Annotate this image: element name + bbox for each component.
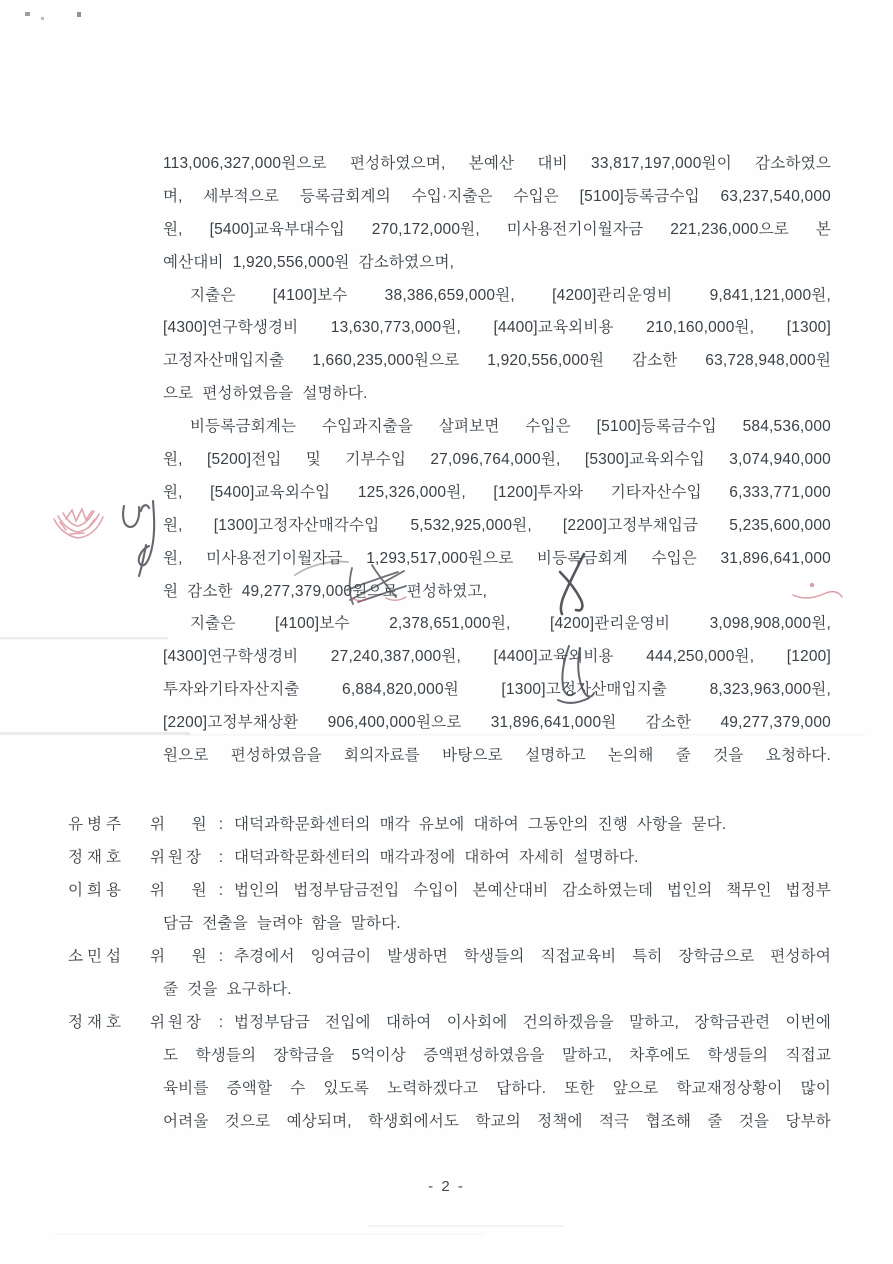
- speaker-name: 유병주: [68, 816, 125, 833]
- colon-separator: :: [218, 882, 224, 899]
- statement-text: 법인의 법정부담금전입 수입이 본예산대비 감소하였는데 법인의 책무인 법정부: [234, 882, 831, 899]
- speaker-name: 이희용: [68, 882, 125, 899]
- statement-row: [68, 841, 831, 874]
- body-line: 원, [1300]고정자산매각수입 5,532,925,000원, [2200]고정부채입금 5,235,600,000: [163, 516, 831, 534]
- body-line: 비등록금회계는 수입과지출을 살펴보면 수입은 [5100]등록금수입 584,536,000: [190, 418, 831, 436]
- colon-separator: :: [218, 816, 224, 833]
- body-line: 투자와기타자산지출 6,884,820,000원 [1300]고정자산매입지출 8,323,963,000원,: [163, 681, 831, 699]
- statement-row: [68, 808, 831, 841]
- speaker-name: 정재호: [68, 1014, 125, 1031]
- body-line: [2200]고정부채상환 906,400,000원으로 31,896,641,000원 감소한 49,277,379,000: [163, 714, 831, 732]
- statement-row: [68, 940, 831, 973]
- page-number: - 2 -: [428, 1178, 465, 1195]
- statement-continuation: 담금 전출을 늘려야 함을 말하다.: [163, 915, 401, 932]
- body-line: 며, 세부적으로 등록금회계의 수입·지출은 수입은 [5100]등록금수입 63,237,540,000: [163, 187, 831, 205]
- body-text-block: [163, 148, 831, 773]
- body-line: 원, [5400]교육외수입 125,326,000원, [1200]투자와 기타자산수입 6,333,771,000: [163, 483, 831, 501]
- statement-row: [68, 874, 831, 907]
- body-line: 지출은 [4100]보수 2,378,651,000원, [4200]관리운영비 3,098,908,000원,: [190, 615, 831, 633]
- speaker-role: 위 원: [150, 882, 210, 899]
- speaker-name: 소민섭: [68, 948, 125, 965]
- body-line: 원, [5200]전입 및 기부수입 27,096,764,000원, [5300]교육외수입 3,074,940,000: [163, 451, 831, 469]
- body-line: 원, [5400]교육부대수입 270,172,000원, 미사용전기이월자금 221,236,000으로 본: [163, 220, 831, 238]
- statement-continuation: 도 학생들의 장학금을 5억이상 증액편성하였음을 말하고, 차후에도 학생들의 직접교: [163, 1047, 831, 1064]
- body-line: 원, 미사용전기이월자금 1,293,517,000원으로 비등록금회계 수입은 31,896,641,000: [163, 549, 831, 567]
- speaker-role: 위원장: [150, 1014, 204, 1031]
- statement-continuation: 줄 것을 요구하다.: [163, 981, 292, 998]
- body-line: 원 감소한 49,277,379,000원으로 편성하였고,: [163, 582, 488, 600]
- scan-speck: [25, 12, 81, 20]
- body-line: 으로 편성하였음을 설명하다.: [163, 385, 368, 403]
- body-line: [4300]연구학생경비 27,240,387,000원, [4400]교육외비용 444,250,000원, [1200]: [163, 648, 831, 666]
- colon-separator: :: [218, 849, 224, 866]
- speaker-role: 위 원: [150, 948, 210, 965]
- body-line: 113,006,327,000원으로 편성하였으며, 본예산 대비 33,817,197,000원이 감소하였으: [163, 155, 831, 172]
- pen-initials-handwriting: [123, 501, 154, 576]
- body-line: 지출은 [4100]보수 38,386,659,000원, [4200]관리운영비 9,841,121,000원,: [190, 286, 831, 304]
- statement-continuation: 육비를 증액할 수 있도록 노력하겠다고 답하다. 또한 앞으로 학교재정상황이 많이: [163, 1080, 831, 1097]
- statement-text: 추경에서 잉여금이 발생하면 학생들의 직접교육비 특히 장학금으로 편성하여: [234, 948, 831, 965]
- body-line: 예산대비 1,920,556,000원 감소하였으며,: [163, 253, 455, 271]
- statement-row: [68, 1006, 831, 1039]
- body-line: 원으로 편성하였음을 회의자료를 바탕으로 설명하고 논의해 줄 것을 요청하다.: [163, 747, 831, 765]
- statements-block: [68, 808, 831, 1138]
- statement-continuation: 어려울 것으로 예상되며, 학생회에서도 학교의 정책에 적극 협조해 줄 것을 당부하: [163, 1113, 831, 1130]
- body-line: 고정자산매입지출 1,660,235,000원으로 1,920,556,000원 감소한 63,728,948,000원: [163, 352, 831, 370]
- speaker-role: 위원장: [150, 849, 204, 866]
- colon-separator: :: [218, 1014, 224, 1031]
- statement-text: 대덕과학문화센터의 매각과정에 대하여 자세히 설명하다.: [234, 849, 639, 866]
- statement-text: 법정부담금 전입에 대하여 이사회에 건의하겠음을 말하고, 장학금관련 이번에: [234, 1014, 831, 1031]
- speaker-name: 정재호: [68, 849, 125, 866]
- body-line: [4300]연구학생경비 13,630,773,000원, [4400]교육외비용 210,160,000원, [1300]: [163, 319, 831, 337]
- statement-text: 대덕과학문화센터의 매각 유보에 대하여 그동안의 진행 사항을 묻다.: [234, 816, 727, 833]
- red-seal-stamp: [54, 509, 103, 538]
- colon-separator: :: [218, 948, 224, 965]
- speaker-role: 위 원: [150, 816, 210, 833]
